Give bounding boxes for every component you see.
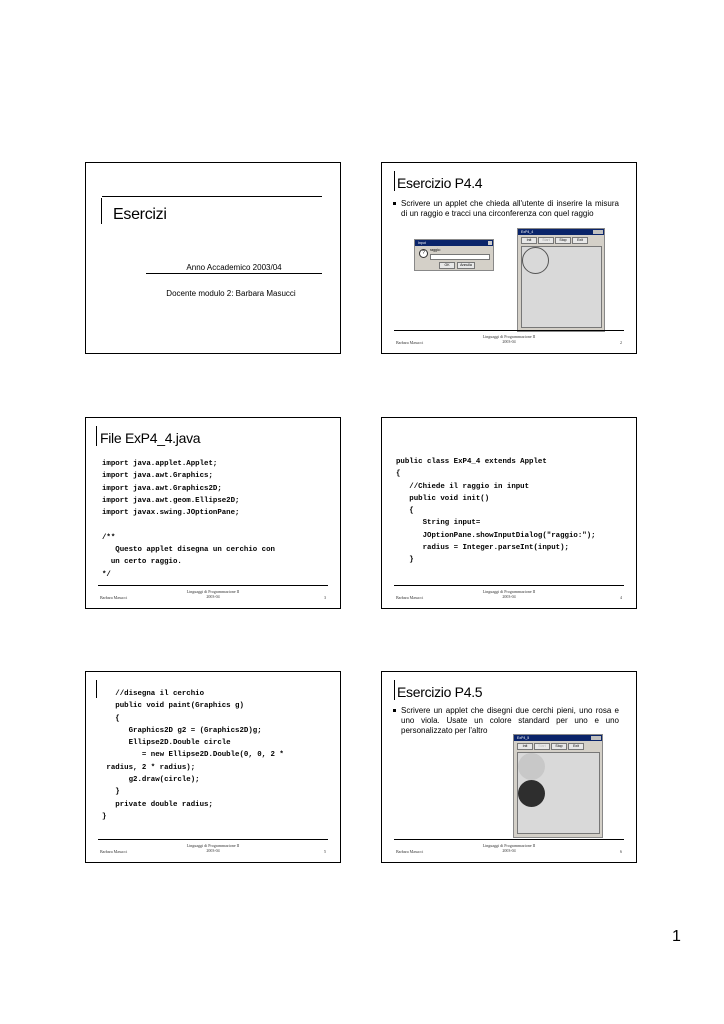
slide-footer <box>396 589 622 603</box>
footer-author: Barbara Masucci <box>396 595 424 600</box>
close-icon[interactable] <box>488 241 492 245</box>
ok-button[interactable]: OK <box>439 262 455 269</box>
slide-number: 3 <box>324 595 326 600</box>
bullet-marker <box>393 709 396 712</box>
filled-circle-standard <box>518 753 545 780</box>
footer-course <box>396 843 622 853</box>
bullet-text <box>401 706 619 736</box>
init-button[interactable]: Init <box>521 237 537 244</box>
title-top-rule <box>102 196 322 197</box>
footer-course-line1: Linguaggi di Programmazione II <box>186 843 240 848</box>
question-icon: ? <box>419 249 428 258</box>
footer-rule <box>98 839 328 840</box>
drawn-circle <box>522 247 549 274</box>
footer-course <box>100 843 326 853</box>
title-accent-bar <box>101 198 102 224</box>
applet-titlebar: ExP4_5 <box>514 735 602 741</box>
stop-button[interactable]: Stop <box>551 743 567 750</box>
cancel-button[interactable]: Annulla <box>457 262 475 269</box>
footer-author: Barbara Masucci <box>396 849 424 854</box>
start-button[interactable]: Start <box>538 237 554 244</box>
footer-rule <box>394 585 624 586</box>
slide-footer <box>396 843 622 857</box>
slide-1 <box>85 162 341 354</box>
window-controls-icon[interactable] <box>591 736 601 740</box>
footer-author: Barbara Masucci <box>100 595 128 600</box>
slide-number: 5 <box>324 849 326 854</box>
applet-canvas <box>517 752 600 834</box>
footer-course-line2: 2003-04 <box>206 848 220 853</box>
slide-4 <box>381 417 637 609</box>
slide-2 <box>381 162 637 354</box>
bullet-marker <box>393 202 396 205</box>
exit-button[interactable]: Exit <box>568 743 584 750</box>
slide-3 <box>85 417 341 609</box>
slide-6 <box>381 671 637 863</box>
filled-circle-custom <box>518 780 545 807</box>
footer-course <box>396 334 622 344</box>
start-button[interactable]: Start <box>534 743 550 750</box>
slide-footer <box>100 589 326 603</box>
applet-canvas <box>521 246 602 328</box>
code-block: //disegna il cerchio public void paint(Graphics g) { Graphics2D g2 = (Graphics2D)g; Ellipse2D.Double circle = new Ellipse2D.Double(0, 0, 2 * radius, 2 * radius); g2.draw(circle); } private double radius; } <box>102 690 284 821</box>
code-block: import java.applet.Applet; import java.awt.Graphics; import java.awt.Graphics2D; import java.awt.geom.Ellipse2D; import javax.swing.JOptionPane; /** Questo applet disegna un cerchio con un certo raggio. */ <box>102 460 275 579</box>
footer-course <box>100 589 326 599</box>
slide-title: Esercizio P4.4 <box>397 175 483 191</box>
footer-rule <box>394 330 624 331</box>
title-accent-bar <box>394 680 395 700</box>
dialog-prompt: raggio: <box>430 248 441 252</box>
input-dialog <box>414 239 494 271</box>
footer-rule <box>98 585 328 586</box>
slide-title: File ExP4_4.java <box>100 430 201 446</box>
page-number: 1 <box>672 928 681 945</box>
bullet-content: Scrivere un applet che chieda all'utente di inserire la misura di un raggio e tracci una circonferenza con quel raggio <box>401 199 619 218</box>
slide-footer <box>100 843 326 857</box>
footer-course <box>396 589 622 599</box>
slide-number: 4 <box>620 595 622 600</box>
slide-title: Esercizio P4.5 <box>397 684 483 700</box>
slide-number: 2 <box>620 340 622 345</box>
title-accent-bar <box>96 426 97 446</box>
teacher-line: Docente modulo 2: Barbara Masucci <box>166 289 296 298</box>
stop-button[interactable]: Stop <box>555 237 571 244</box>
exit-button[interactable]: Exit <box>572 237 588 244</box>
footer-course-line2: 2003-04 <box>502 848 516 853</box>
bullet-text <box>401 199 619 219</box>
code-block: public class ExP4_4 extends Applet { //Chiede il raggio in input public void init() { String input= JOptionPane.showInputDialog("raggio:"); radius = Integer.parseInt(input); } <box>396 458 596 565</box>
footer-course-line1: Linguaggi di Programmazione II <box>482 843 536 848</box>
slide-number: 6 <box>620 849 622 854</box>
slide-footer <box>396 334 622 348</box>
dialog-titlebar: Input <box>415 240 493 246</box>
title-accent-bar <box>394 171 395 191</box>
applet-titlebar: ExP4_4 <box>518 229 604 235</box>
footer-author: Barbara Masucci <box>100 849 128 854</box>
title-accent-bar <box>96 680 97 698</box>
slide-5 <box>85 671 341 863</box>
footer-course-line1: Linguaggi di Programmazione II <box>186 589 240 594</box>
applet-window <box>517 228 605 332</box>
applet-window <box>513 734 603 838</box>
bullet-content: Scrivere un applet che disegni due cerchi pieni, uno rosa e uno viola. Usate un colore standard per uno e uno personalizzato per l'altro <box>401 706 619 735</box>
window-controls-icon[interactable] <box>593 230 603 234</box>
footer-course-line1: Linguaggi di Programmazione II <box>482 334 536 339</box>
footer-rule <box>394 839 624 840</box>
dialog-input-field[interactable] <box>430 254 490 260</box>
footer-course-line2: 2003-04 <box>502 339 516 344</box>
footer-author: Barbara Masucci <box>396 340 424 345</box>
init-button[interactable]: Init <box>517 743 533 750</box>
footer-course-line1: Linguaggi di Programmazione II <box>482 589 536 594</box>
footer-course-line2: 2003-04 <box>502 594 516 599</box>
slide-title: Esercizi <box>113 206 167 223</box>
footer-course-line2: 2003-04 <box>206 594 220 599</box>
academic-year: Anno Accademico 2003/04 <box>186 263 282 272</box>
subtitle-rule <box>146 273 322 274</box>
